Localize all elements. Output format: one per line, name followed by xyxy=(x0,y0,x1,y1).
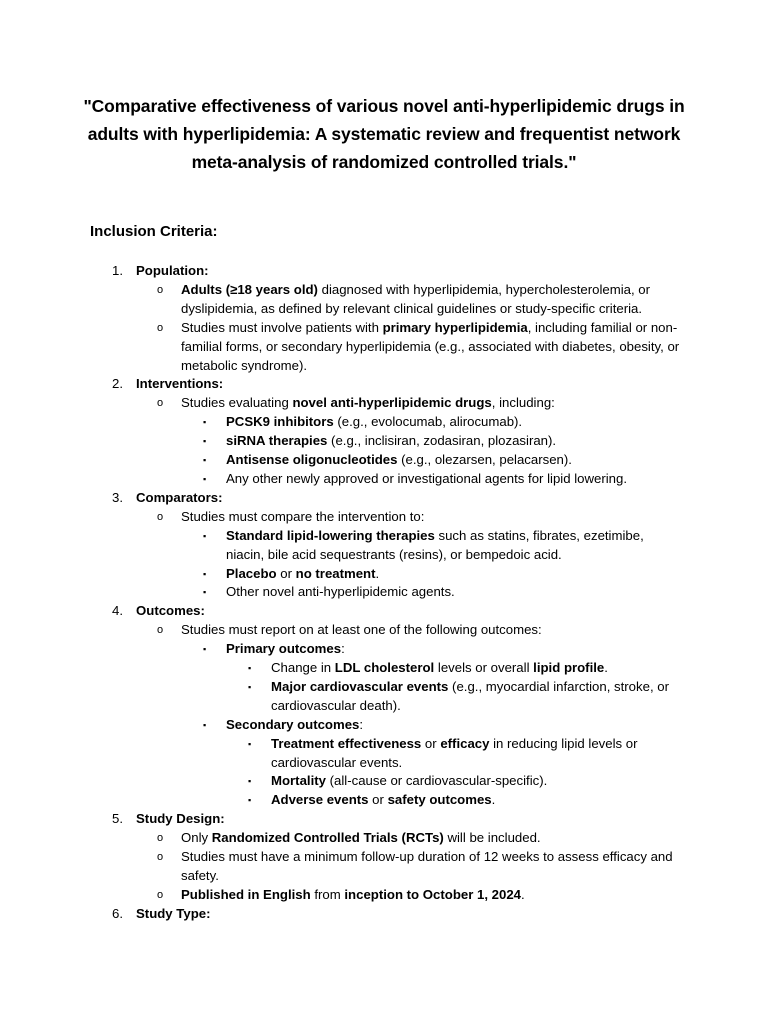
sub-sub-list-item xyxy=(0,659,768,678)
bold-text: safety outcomes xyxy=(387,792,492,808)
list-item xyxy=(0,508,768,527)
bold-text: efficacy xyxy=(440,735,490,751)
text: Change in xyxy=(271,660,335,676)
text: Studies must compare the intervention to: xyxy=(181,508,425,524)
criterion-heading: Outcomes: xyxy=(136,603,205,619)
bold-text: Published in English xyxy=(181,886,311,902)
sub-list-item xyxy=(0,527,768,565)
criterion-heading: Population: xyxy=(136,263,209,278)
section-heading: Inclusion Criteria: xyxy=(90,223,218,240)
bold-text: inception to October 1, 2024 xyxy=(344,886,521,902)
text: Studies must involve patients with xyxy=(181,319,383,335)
bold-text: Placebo xyxy=(226,565,277,581)
text: , including familial or non-familial forms, or secondary hyperlipidemia (e.g., associated with diabetes, obesity, or metabolic syndrome). xyxy=(181,319,680,373)
bold-text: Secondary outcomes xyxy=(226,716,360,732)
criterion-heading: Comparators: xyxy=(136,489,223,505)
criterion-number: 5. xyxy=(112,811,123,827)
list-item xyxy=(0,886,768,905)
list-item xyxy=(0,281,768,319)
list-item xyxy=(0,621,768,640)
bold-text: PCSK9 inhibitors xyxy=(226,414,334,430)
circle-bullet-icon: o xyxy=(157,888,164,901)
criterion-item xyxy=(0,810,768,829)
text: Studies evaluating xyxy=(181,395,293,411)
square-bullet-icon: ▪ xyxy=(203,587,207,598)
square-bullet-icon: ▪ xyxy=(248,681,252,692)
bold-text: lipid profile xyxy=(533,660,605,676)
text: Studies must report on at least one of the following outcomes: xyxy=(181,622,542,638)
criterion-heading: Interventions: xyxy=(136,376,224,392)
square-bullet-icon: ▪ xyxy=(248,776,252,787)
sub-list-item xyxy=(0,413,768,432)
bold-text: Standard lipid-lowering therapies xyxy=(226,527,435,543)
bold-text: Randomized Controlled Trials (RCTs) xyxy=(211,830,444,846)
square-bullet-icon: ▪ xyxy=(203,473,207,484)
text: Studies must have a minimum follow-up duration of 12 weeks to assess efficacy and safety. xyxy=(181,849,673,883)
criterion-number: 4. xyxy=(112,603,123,619)
sub-sub-list-item xyxy=(0,735,768,773)
inclusion-criteria-list xyxy=(0,262,768,924)
sub-sub-list-item xyxy=(0,678,768,716)
sub-sub-list-item xyxy=(0,791,768,810)
bold-text: siRNA therapies xyxy=(226,433,328,449)
sub-list-item xyxy=(0,583,768,602)
sub-list-item xyxy=(0,565,768,584)
criterion-item xyxy=(0,489,768,508)
text: (all-cause or cardiovascular-specific). xyxy=(325,773,548,789)
criterion-heading: Study Design: xyxy=(136,811,225,827)
circle-bullet-icon: o xyxy=(157,283,164,296)
text: , including: xyxy=(491,395,555,411)
text: Only xyxy=(181,830,212,846)
text: . xyxy=(491,792,496,808)
circle-bullet-icon: o xyxy=(157,397,164,410)
square-bullet-icon: ▪ xyxy=(248,738,252,749)
bold-text: Adults (≥18 years old) xyxy=(181,281,318,297)
text: (e.g., inclisiran, zodasiran, plozasiran). xyxy=(327,433,557,449)
list-item xyxy=(0,829,768,848)
bold-text: Antisense oligonucleotides xyxy=(226,452,398,468)
sub-list-item xyxy=(0,470,768,489)
list-item xyxy=(0,394,768,413)
criterion-item xyxy=(0,262,768,281)
criterion-number: 6. xyxy=(112,905,123,921)
criterion-number: 3. xyxy=(112,489,123,505)
sub-list-item xyxy=(0,432,768,451)
bold-text: Adverse events xyxy=(271,792,369,808)
bold-text: Treatment effectiveness xyxy=(271,735,422,751)
square-bullet-icon: ▪ xyxy=(203,455,207,466)
bold-text: Primary outcomes xyxy=(226,641,342,657)
text: Any other newly approved or investigational agents for lipid lowering. xyxy=(226,470,627,486)
square-bullet-icon: ▪ xyxy=(248,795,252,806)
criterion-item xyxy=(0,375,768,394)
square-bullet-icon: ▪ xyxy=(203,417,207,428)
text: in reducing lipid levels or cardiovascular events. xyxy=(271,735,638,770)
circle-bullet-icon: o xyxy=(157,321,164,334)
text: such as statins, fibrates, ezetimibe, niacin, bile acid sequestrants (resins), or bempedoic acid. xyxy=(226,527,644,562)
text: from xyxy=(310,886,345,902)
text: will be included. xyxy=(443,830,541,846)
text: diagnosed with hyperlipidemia, hypercholesterolemia, or dyslipidemia, as defined by relevant clinical guidelines or study-specific criteria. xyxy=(181,281,651,316)
criterion-heading: Study Type: xyxy=(136,905,211,921)
text: . xyxy=(375,565,380,581)
text: levels or overall xyxy=(434,660,534,676)
bold-text: primary hyperlipidemia xyxy=(382,319,528,335)
bold-text: LDL cholesterol xyxy=(334,660,435,676)
bold-text: Major cardiovascular events xyxy=(271,678,449,694)
square-bullet-icon: ▪ xyxy=(248,663,252,674)
square-bullet-icon: ▪ xyxy=(203,644,207,655)
text: or xyxy=(421,735,441,751)
list-item xyxy=(0,848,768,886)
criterion-item xyxy=(0,905,768,924)
text: (e.g., olezarsen, pelacarsen). xyxy=(397,452,572,468)
text: . xyxy=(521,886,525,902)
list-item xyxy=(0,319,768,376)
square-bullet-icon: ▪ xyxy=(203,568,207,579)
text: or xyxy=(368,792,388,808)
square-bullet-icon: ▪ xyxy=(203,530,207,541)
criterion-number: 2. xyxy=(112,376,123,392)
text: Other novel anti-hyperlipidemic agents. xyxy=(226,584,455,600)
bold-text: Mortality xyxy=(271,773,326,789)
square-bullet-icon: ▪ xyxy=(203,436,207,447)
criterion-number: 1. xyxy=(112,263,123,278)
text: or xyxy=(276,565,296,581)
circle-bullet-icon: o xyxy=(157,851,164,864)
bold-text: no treatment xyxy=(295,565,376,581)
sub-list-item xyxy=(0,451,768,470)
circle-bullet-icon: o xyxy=(157,832,164,845)
sub-list-item xyxy=(0,716,768,735)
circle-bullet-icon: o xyxy=(157,624,164,637)
square-bullet-icon: ▪ xyxy=(203,719,207,730)
text: : xyxy=(359,716,364,732)
text: (e.g., evolocumab, alirocumab). xyxy=(333,414,523,430)
text: . xyxy=(604,660,608,676)
criterion-item xyxy=(0,602,768,621)
text: (e.g., myocardial infarction, stroke, or cardiovascular death). xyxy=(271,678,669,713)
document-title: "Comparative effectiveness of various novel anti-hyperlipidemic drugs in adults with hyperlipidemia: A systematic review and frequentist network meta-analysis of randomized controlled trials." xyxy=(83,96,685,172)
sub-sub-list-item xyxy=(0,772,768,791)
text: : xyxy=(341,641,345,657)
sub-list-item xyxy=(0,640,768,659)
bold-text: novel anti-hyperlipidemic drugs xyxy=(292,395,492,411)
circle-bullet-icon: o xyxy=(157,510,164,523)
